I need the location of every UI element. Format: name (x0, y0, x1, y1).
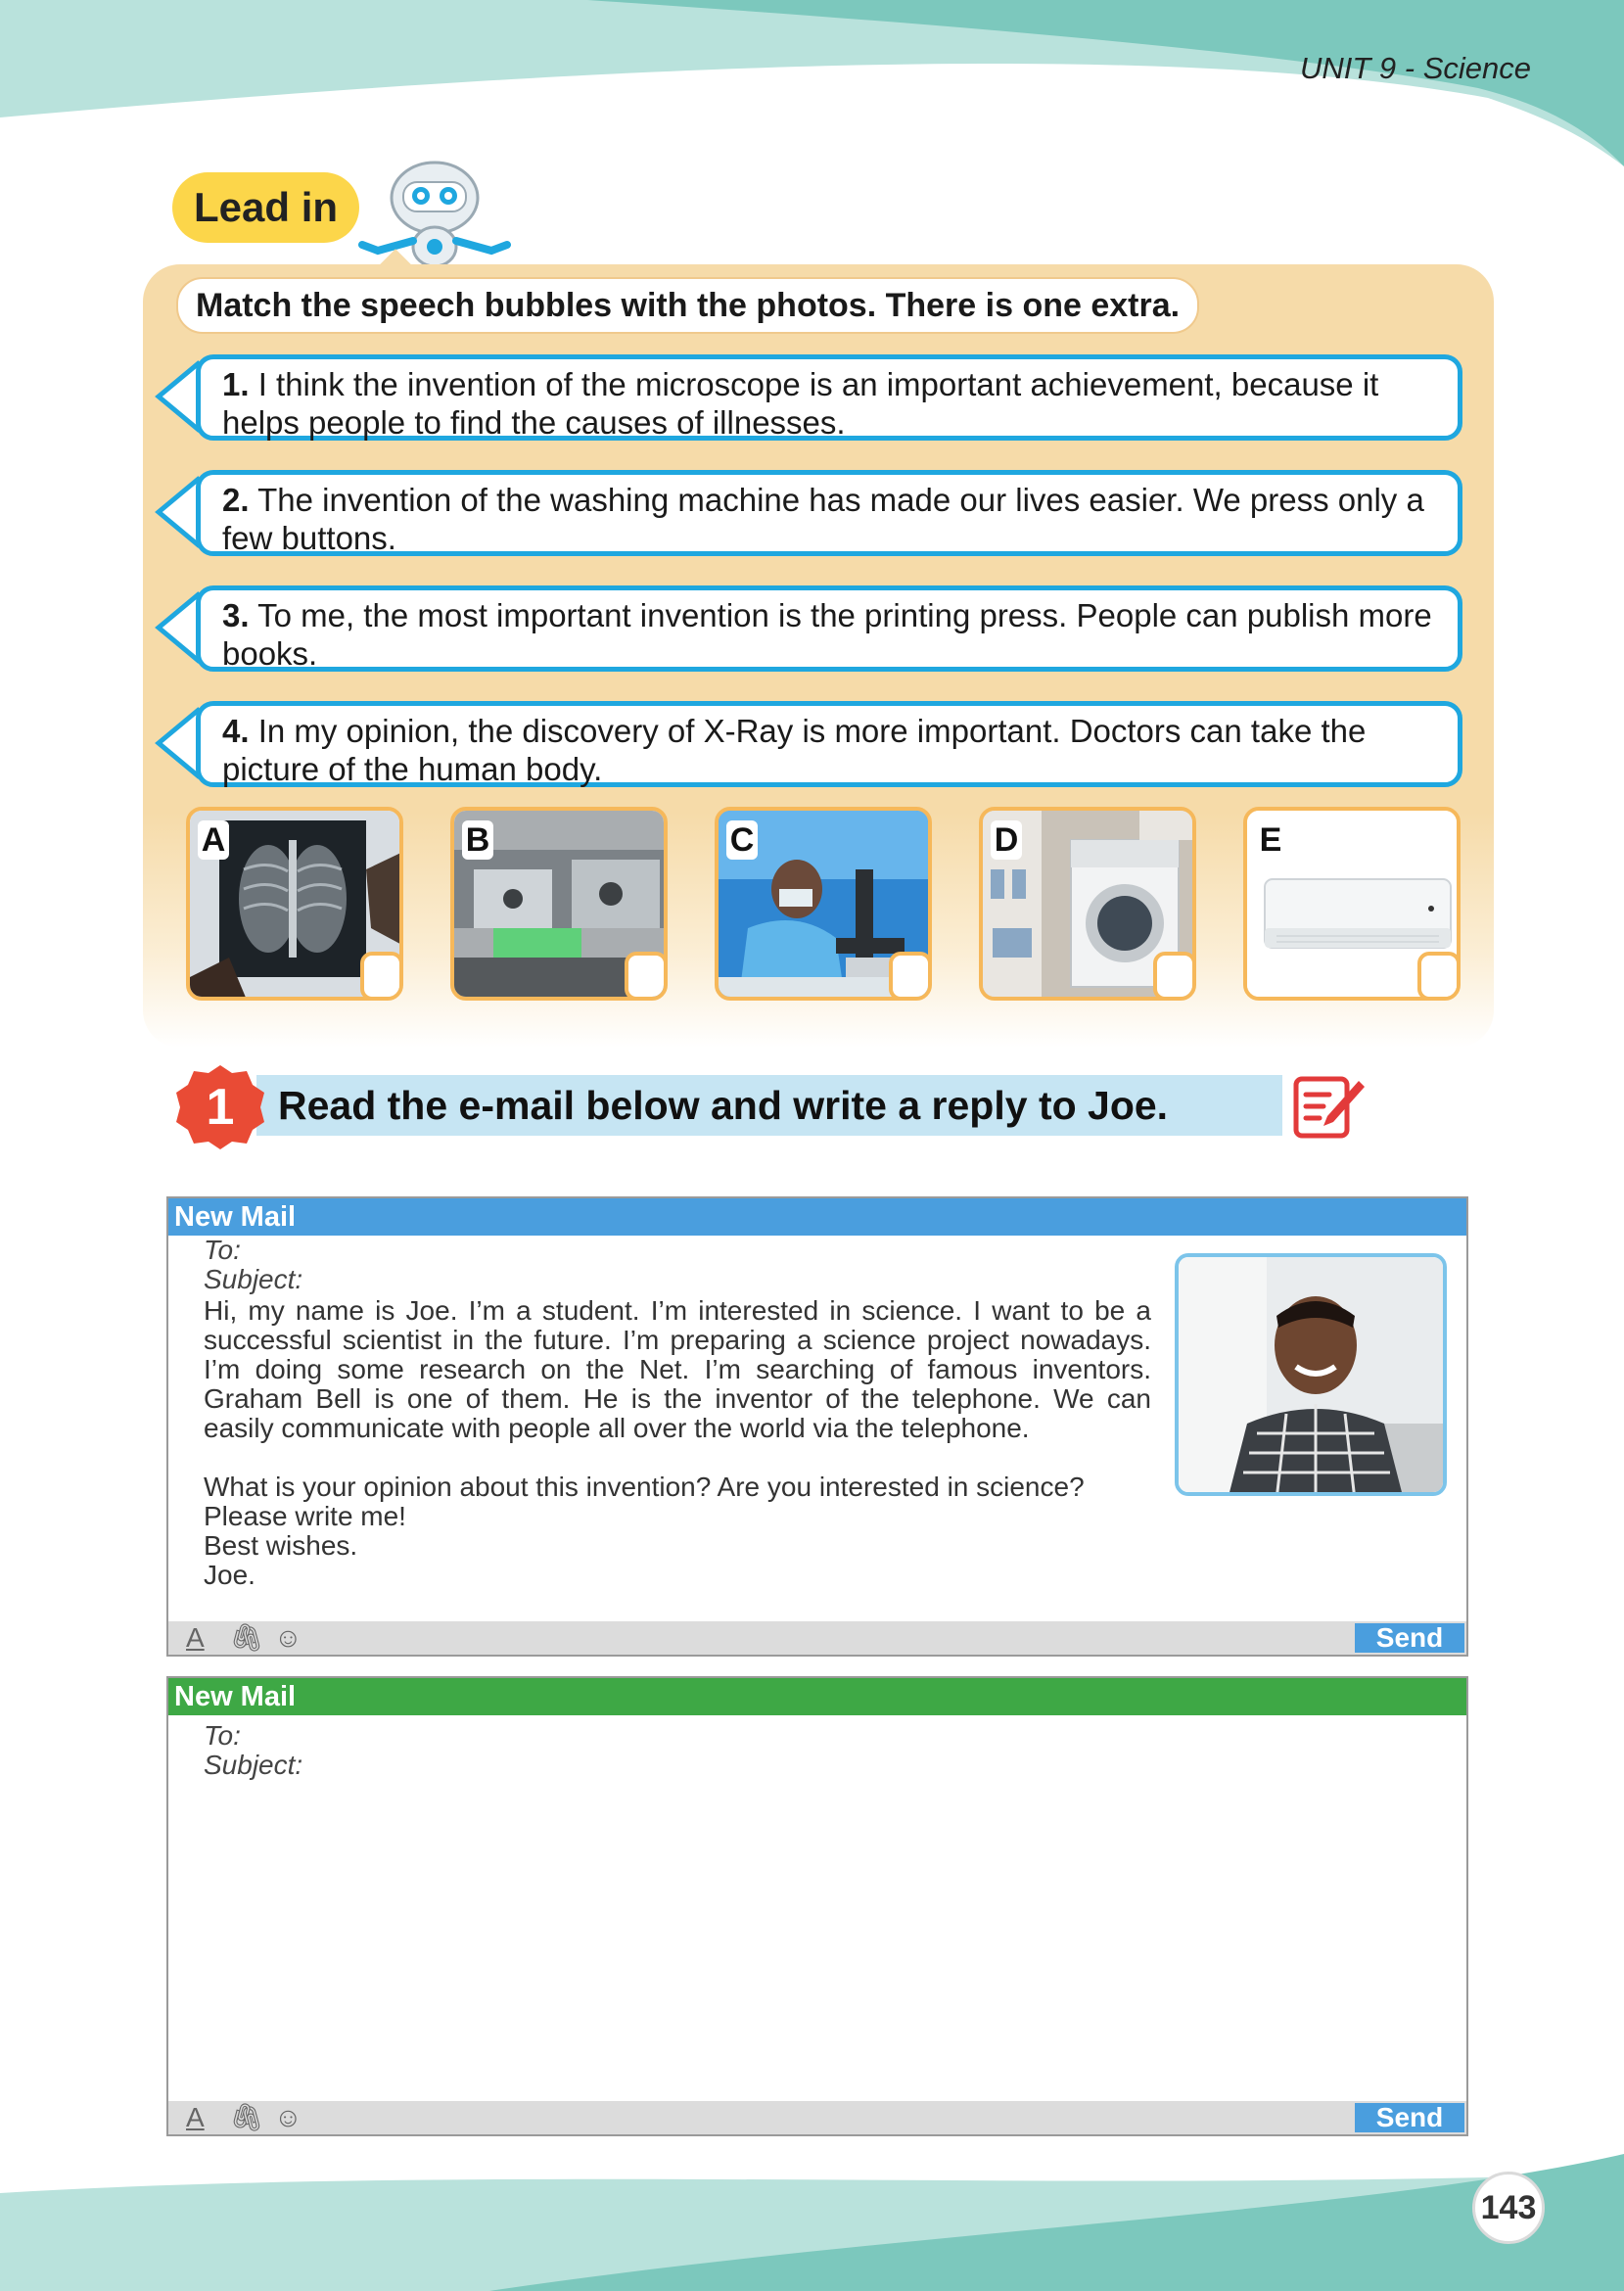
mail-body (168, 1236, 1466, 1655)
mail-fields (204, 1236, 302, 1294)
photo-letter: E (1255, 820, 1286, 860)
answer-box-a[interactable] (360, 952, 403, 1001)
emoji-icon[interactable]: ☺ (274, 1622, 302, 1653)
to-field-label[interactable]: To: (204, 1720, 241, 1751)
mail-closing (204, 1473, 1320, 1590)
bubble-number: 2. (222, 482, 250, 518)
exercise-title: Read the e-mail below and write a reply to Joe. (278, 1083, 1169, 1128)
bubble-text: In my opinion, the discovery of X-Ray is more important. Doctors can take the picture of the human body. (222, 713, 1367, 787)
speech-bubble-3 (196, 585, 1462, 672)
speech-bubble-1 (196, 354, 1462, 441)
mail-toolbar (168, 1621, 1466, 1655)
answer-box-c[interactable] (889, 952, 932, 1001)
student-portrait-icon (1179, 1257, 1447, 1496)
lead-in-instruction: Match the speech bubbles with the photos. There is one extra. (176, 277, 1199, 334)
joe-photo (1175, 1253, 1447, 1496)
unit-number: UNIT 9 (1299, 51, 1397, 85)
bubble-text: The invention of the washing machine has made our lives easier. We press only a few buttons. (222, 482, 1424, 556)
answer-box-b[interactable] (625, 952, 668, 1001)
mail-closing-line: Please write me! (204, 1501, 406, 1531)
exercise-number: 1 (206, 1079, 235, 1136)
robot-mascot-icon (348, 157, 521, 272)
speech-bubble-2 (196, 470, 1462, 556)
emoji-icon[interactable]: ☺ (274, 2102, 302, 2132)
mail-paragraph: Hi, my name is Joe. I’m a student. I’m interested in science. I want to be a successful scientist in the future. I’m preparing a science project nowadays. I’m doing some research on the Net. I’m searching of famous inventors. Graham Bell is one of them. He is the inventor of the telephone. We can easily communicate with people all over the world via the telephone. (204, 1295, 1151, 1443)
unit-label (1300, 51, 1531, 86)
reply-email (166, 1676, 1468, 2136)
mail-message (204, 1296, 1151, 1443)
writing-pencil-icon (1290, 1071, 1367, 1142)
send-button[interactable]: Send (1355, 2103, 1464, 2132)
speech-bubble-4 (196, 701, 1462, 787)
answer-box-e[interactable] (1417, 952, 1461, 1001)
received-email (166, 1196, 1468, 1657)
lead-in-label: Lead in (172, 172, 359, 243)
mail-header: New Mail (168, 1198, 1466, 1236)
answer-box-d[interactable] (1153, 952, 1196, 1001)
unit-subject: Science (1422, 51, 1531, 85)
photo-d (979, 807, 1196, 1001)
photo-letter: C (726, 820, 758, 860)
mail-signature: Joe. (204, 1560, 255, 1590)
photo-c (715, 807, 932, 1001)
subject-field-label[interactable]: Subject: (204, 1750, 303, 1780)
mail-closing-line: Best wishes. (204, 1530, 358, 1561)
bubble-number: 4. (222, 713, 250, 749)
attach-icon[interactable]: 🖇 (229, 1622, 264, 1653)
reply-writing-area[interactable] (204, 1794, 1437, 2087)
mail-toolbar (168, 2101, 1466, 2134)
bubble-number: 1. (222, 366, 250, 402)
bubble-text: To me, the most important invention is the printing press. People can publish more books. (222, 597, 1432, 672)
mail-question: What is your opinion about this invention? Are you interested in science? (204, 1472, 1085, 1502)
mail-body (168, 1715, 1466, 2134)
bubble-number: 3. (222, 597, 250, 633)
to-field-label: To: (204, 1235, 241, 1265)
page-number: 143 (1472, 2172, 1545, 2244)
photo-a (186, 807, 403, 1001)
unit-separator: - (1396, 51, 1423, 85)
top-wave-decoration (0, 0, 1624, 176)
attach-icon[interactable]: 🖇 (229, 2102, 264, 2132)
photo-letter: A (198, 820, 229, 860)
exercise-number-badge (176, 1063, 264, 1151)
bubble-text: I think the invention of the microscope is an important achievement, because it helps people to find the causes of illnesses. (222, 366, 1379, 441)
photo-letter: B (462, 820, 493, 860)
send-button[interactable]: Send (1355, 1623, 1464, 1653)
mail-header: New Mail (168, 1678, 1466, 1715)
format-text-icon[interactable]: A (186, 1622, 205, 1653)
format-text-icon[interactable]: A (186, 2102, 205, 2132)
subject-field-label: Subject: (204, 1264, 303, 1294)
mail-fields (204, 1721, 302, 1780)
bottom-wave-decoration (0, 2154, 1624, 2291)
photo-b (450, 807, 668, 1001)
photo-letter: D (991, 820, 1022, 860)
photo-e (1243, 807, 1461, 1001)
